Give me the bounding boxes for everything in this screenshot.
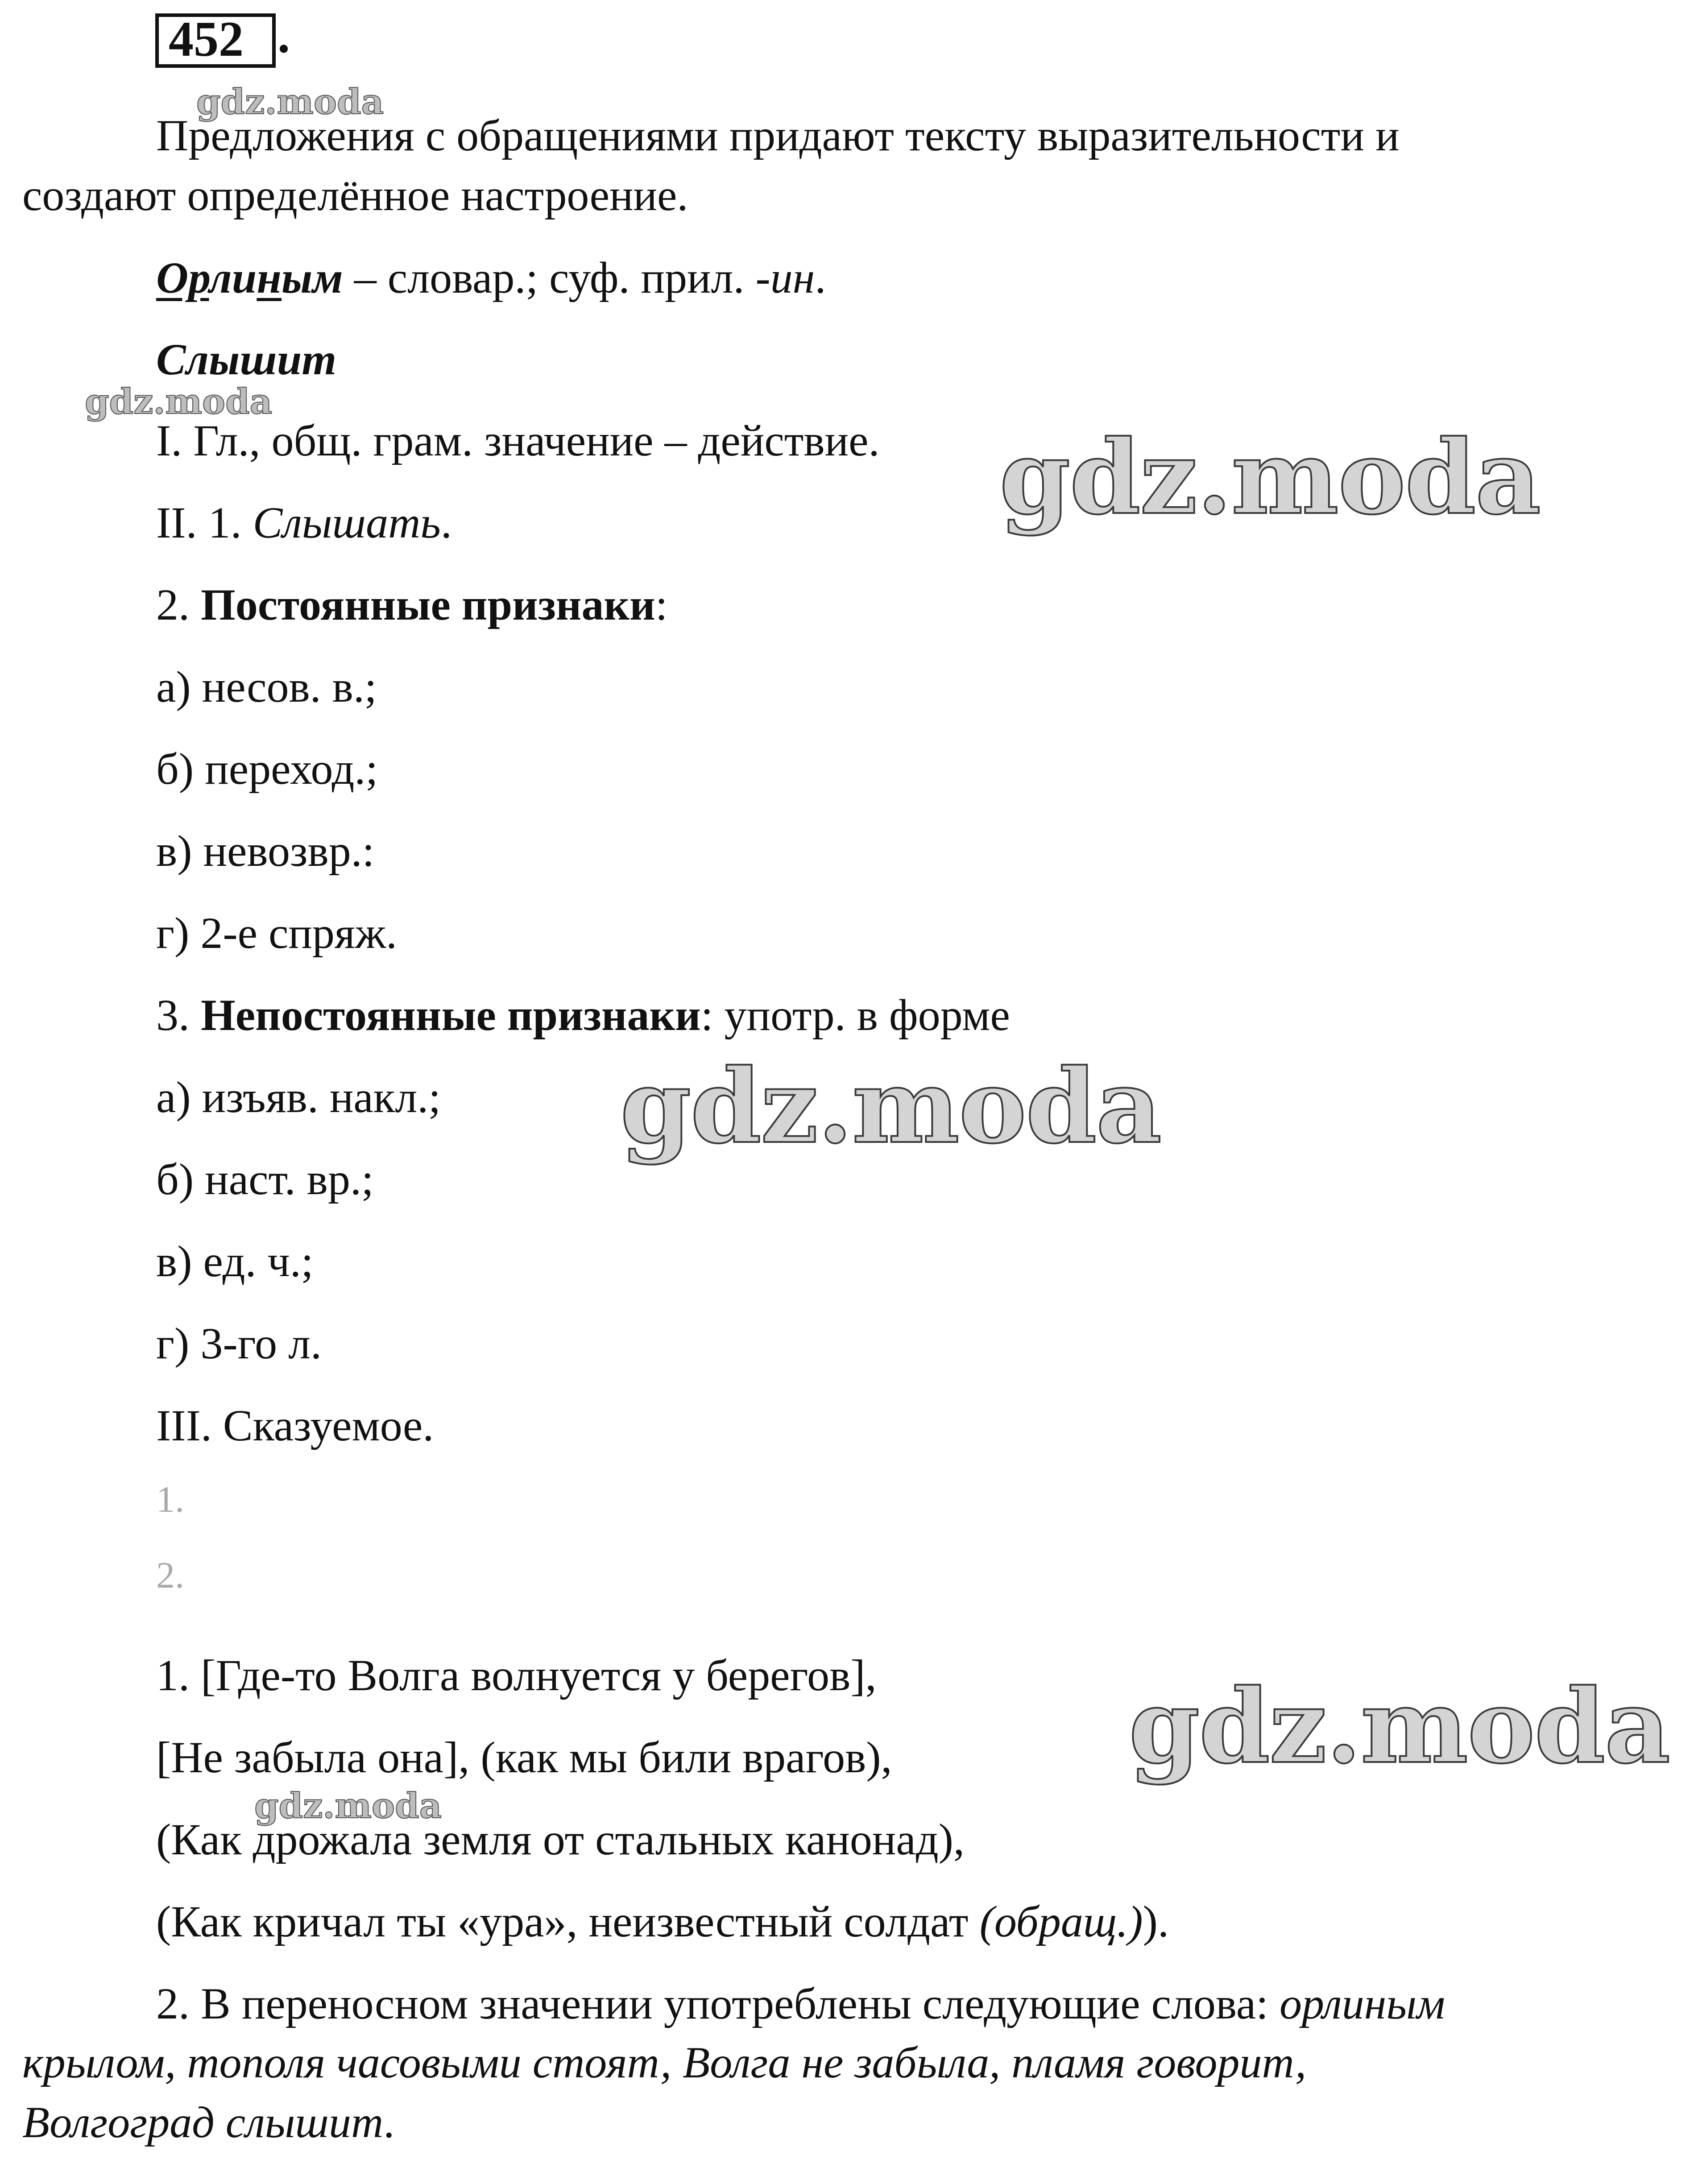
syntactic-role: III. Сказуемое. [156, 1401, 434, 1450]
constant-prefix: 2. [156, 580, 201, 629]
variable-label: Непостоянные признаки [201, 990, 701, 1040]
watermark-large: gdz.moda [620, 1046, 1161, 1166]
slyshit-line-2 [156, 497, 452, 548]
exercise-number: 452 [155, 13, 276, 68]
constant-item: а) несов. в.; [156, 662, 377, 711]
faint-number: 2. [156, 1555, 184, 1596]
task2-line-1-text: 2. В переносном значении употреблены следующие слова: [156, 1979, 1280, 2028]
task1-line-4-end: ). [1143, 1897, 1169, 1946]
vocative-note: (обращ.) [979, 1897, 1143, 1946]
intro-line-2: создают определённое настроение. [22, 170, 688, 220]
orlinym-line [156, 252, 826, 303]
task2-line-1-italic: орлиным [1279, 1979, 1445, 2028]
orlinym-description: – словар.; суф. прил. [343, 253, 756, 302]
task2-line-1 [156, 1978, 1445, 2029]
task2-line-3-italic: Волгоград слышит [22, 2097, 384, 2147]
task1-line-3: (Как дрожала земля от стальных канонад), [156, 1815, 965, 1864]
orlinym-part-1: Ор [156, 253, 209, 302]
slyshit-heading: Слышит [156, 335, 337, 384]
constant-item: в) невозвр.: [156, 826, 375, 876]
orlinym-part-3: н [257, 253, 282, 302]
task2-line-2: крылом, тополя часовыми стоят, Волга не забыла, пламя говорит, [22, 2038, 1307, 2087]
constant-features-heading [156, 579, 668, 630]
orlinym-part-2: ли [209, 253, 257, 302]
watermark-small: gdz.moda [254, 1786, 442, 1826]
variable-item: б) наст. вр.; [156, 1154, 374, 1204]
watermark-small: gdz.moda [85, 381, 273, 422]
variable-item: г) 3-го л. [156, 1319, 322, 1368]
task1-line-2: [Не забыла она], (как мы били врагов), [156, 1733, 892, 1782]
constant-end: : [655, 580, 668, 629]
intro-line-1: Предложения с обращениями придают тексту выразительности и [156, 111, 1400, 160]
orlinym-part-4: ым [281, 253, 343, 302]
slyshit-infinitive: Слышать [253, 498, 441, 547]
variable-prefix: 3. [156, 990, 201, 1040]
variable-features-heading [156, 989, 1010, 1041]
task1-line-4 [156, 1896, 1169, 1947]
slyshit-line-2-prefix: II. 1. [156, 498, 253, 547]
constant-item: б) переход.; [156, 744, 378, 794]
constant-label: Постоянные признаки [201, 580, 655, 629]
slyshit-line-2-end: . [440, 498, 452, 547]
task1-line-1: 1. [Где-то Волга волнуется у берегов], [156, 1650, 877, 1700]
constant-item: г) 2-е спряж. [156, 908, 397, 958]
watermark-large: gdz.moda [1129, 1667, 1670, 1786]
faint-number: 1. [156, 1479, 184, 1520]
task2-line-3-end: . [383, 2097, 395, 2147]
variable-item: в) ед. ч.; [156, 1237, 314, 1286]
orlinym-suffix: -ин [755, 253, 815, 302]
task2-line-3 [22, 2097, 394, 2148]
slyshit-line-1: I. Гл., общ. грам. значение – действие. [156, 416, 880, 465]
variable-rest: : употр. в форме [700, 990, 1010, 1040]
watermark-large: gdz.moda [999, 418, 1541, 537]
exercise-number-dot: . [278, 8, 290, 63]
variable-item: а) изъяв. накл.; [156, 1072, 441, 1122]
orlinym-end: . [815, 253, 826, 302]
watermark-small: gdz.moda [196, 82, 384, 122]
task1-line-4-main: (Как кричал ты «ура», неизвестный солдат [156, 1897, 980, 1946]
